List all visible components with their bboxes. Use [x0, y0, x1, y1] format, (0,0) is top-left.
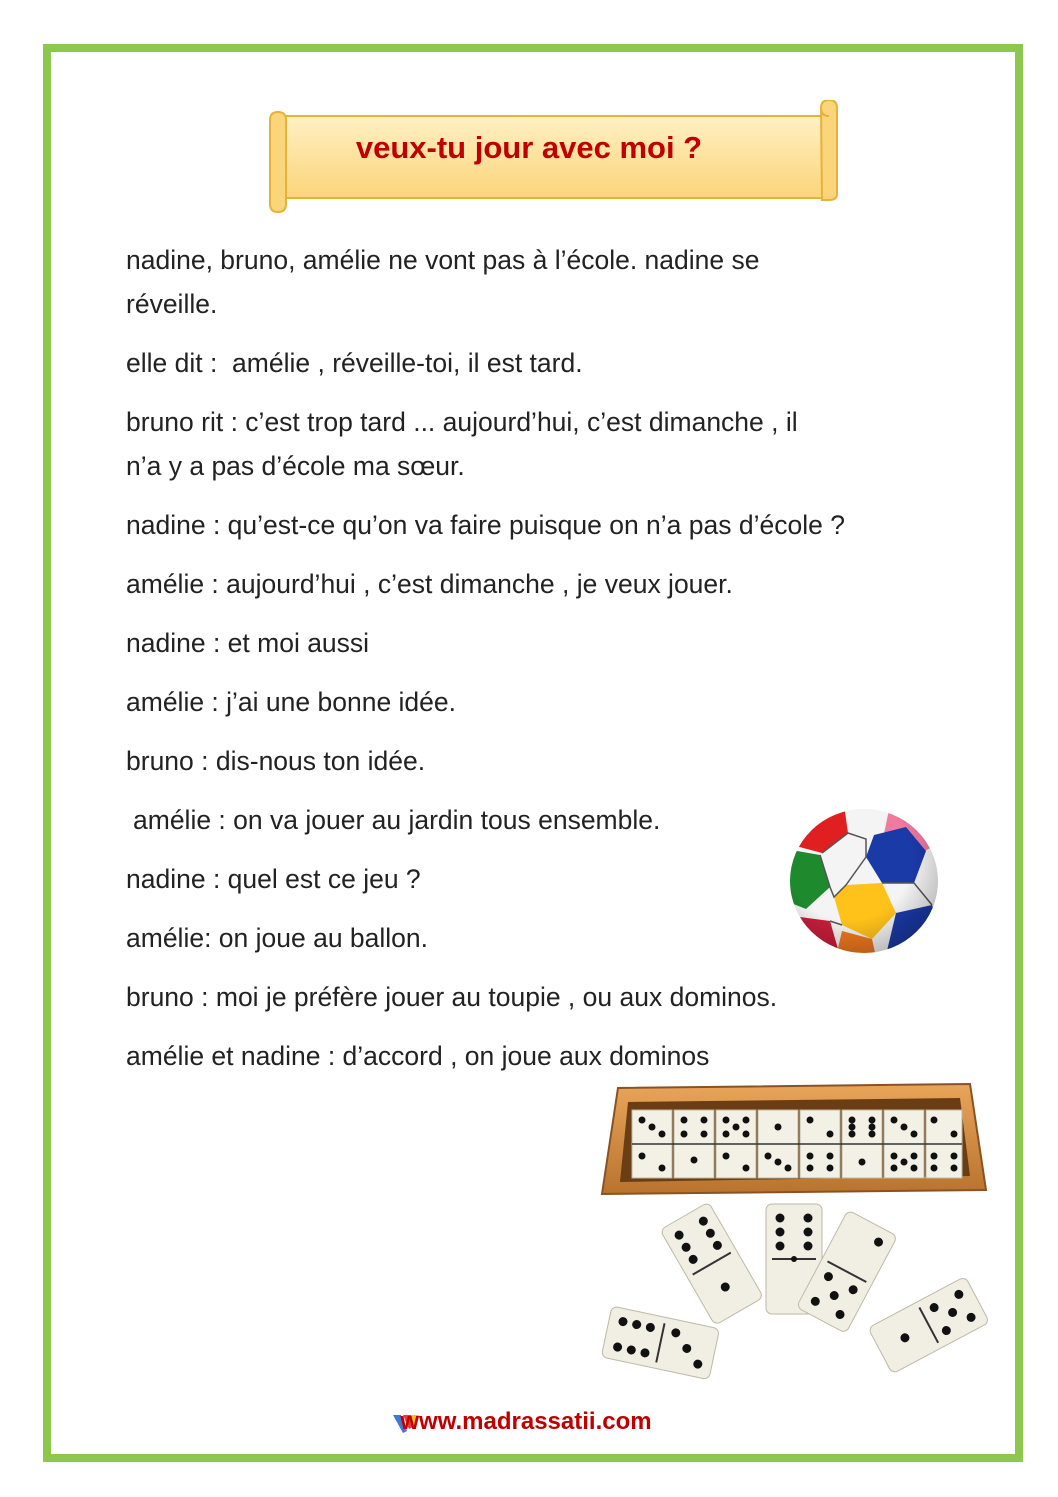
paragraph: bruno rit : c’est trop tard ... aujourd’hui, c’est dimanche , il n’a y a pas d’école ma sœur. — [126, 407, 798, 481]
paragraph: amélie: on joue au ballon. — [126, 923, 429, 953]
soccer-ball-icon — [786, 805, 942, 957]
paragraph: nadine : quel est ce jeu ? — [126, 864, 421, 894]
paragraph: amélie : on va jouer au jardin tous ensemble. — [133, 805, 661, 835]
paragraph: nadine, bruno, amélie ne vont pas à l’école. nadine se réveille. — [126, 245, 760, 319]
page-title: veux-tu jour avec moi ? — [355, 130, 703, 165]
dominoes-image — [598, 1080, 990, 1385]
paragraph: amélie : j’ai une bonne idée. — [126, 687, 457, 717]
paragraph: elle dit : amélie , réveille-toi, il est tard. — [126, 348, 583, 378]
website-link[interactable]: www.madrassatii.com — [400, 1408, 652, 1435]
dominoes-icon — [598, 1080, 990, 1380]
paragraph: bruno : moi je préfère jouer au toupie , ou aux dominos. — [126, 982, 778, 1012]
paragraph: bruno : dis-nous ton idée. — [126, 746, 426, 776]
soccer-ball-image — [786, 805, 942, 962]
paragraph: amélie et nadine : d’accord , on joue aux dominos — [126, 1041, 710, 1071]
paragraph: nadine : et moi aussi — [126, 628, 370, 658]
paragraph: nadine : qu’est-ce qu’on va faire puisque on n’a pas d’école ? — [126, 510, 845, 540]
paragraph: amélie : aujourd’hui , c’est dimanche , je veux jouer. — [126, 569, 733, 599]
dialogue-text — [126, 238, 926, 1093]
